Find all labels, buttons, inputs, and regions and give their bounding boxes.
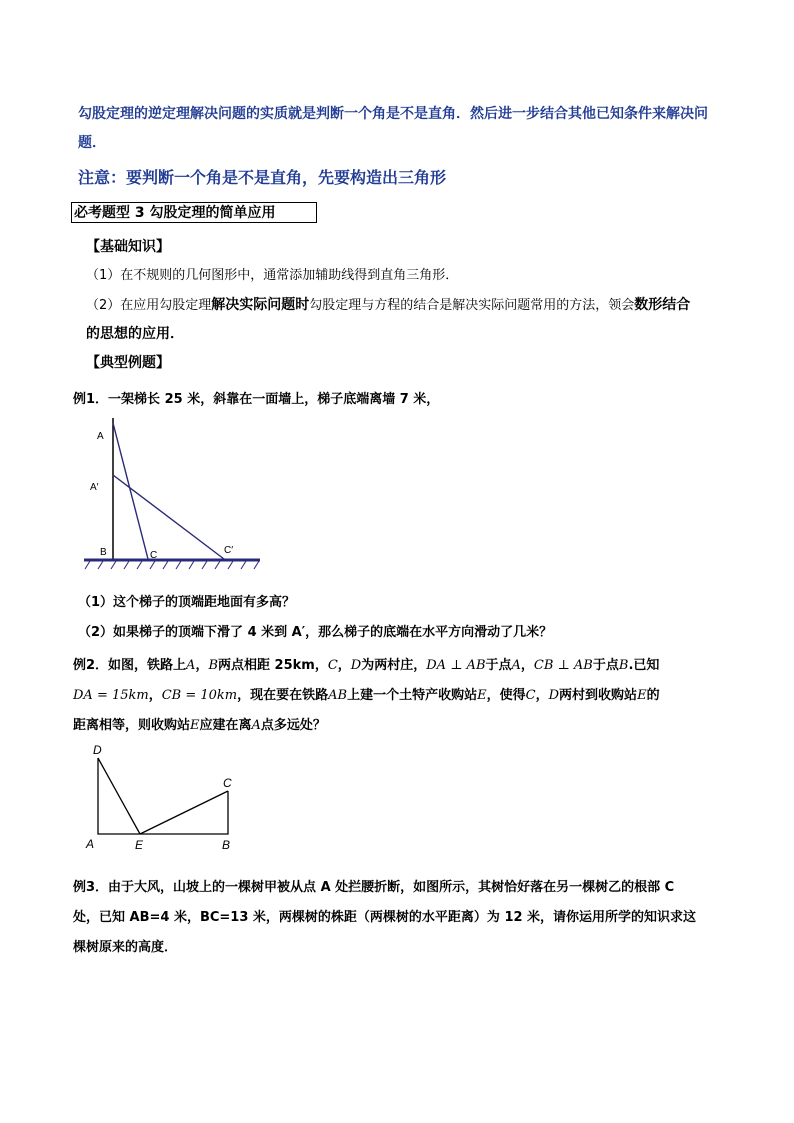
ex2-segment-EC	[140, 791, 228, 834]
ex2-text-part: ，	[148, 688, 162, 703]
ex2-text	[73, 651, 733, 741]
ex2-math: E	[637, 688, 647, 703]
ex2-math: C	[525, 688, 536, 703]
ex2-label-D: D	[93, 743, 102, 757]
ex2-text-part: ，	[520, 658, 534, 673]
ex2-math: DA = 15km	[73, 688, 149, 703]
basics-heading: 【基础知识】	[86, 239, 170, 255]
ex2-math: AB	[328, 688, 348, 703]
ex3-line-2: 处，已知 AB=4 米，BC=13 米，两棵树的株距（两棵树的水平距离）为 12 米，请你运用所学的知识求这	[73, 910, 697, 925]
ex2-segment-DE	[98, 758, 140, 834]
ex2-text-part: 点多远处？	[260, 718, 326, 733]
basic-2-part-e: 的思想的应用．	[86, 326, 184, 342]
ex2-math: B	[618, 658, 629, 673]
basic-item-1: （1）在不规则的几何图形中，通常添加辅助线得到直角三角形．	[86, 268, 459, 283]
ex2-text-part: ，使得	[486, 688, 526, 703]
ex1-label-A-prime: A′	[90, 482, 99, 493]
ex2-text-part: 上建一个土特产收购站	[347, 688, 478, 703]
ex2-label-B: B	[222, 838, 231, 852]
ex2-label-E: E	[135, 838, 144, 852]
ex2-math: CB = 10km	[161, 688, 238, 703]
ex2-text-part: 两点相距 25km，	[218, 658, 328, 673]
ex2-text-part: 两村到收购站	[559, 688, 638, 703]
ex2-math: A	[511, 658, 521, 673]
ex3-line-3: 棵树原来的高度．	[73, 940, 178, 955]
ex2-text-part: ，现在要在铁路	[237, 688, 329, 703]
basic-2-part-a: （2）在应用勾股定理	[86, 298, 212, 313]
ex1-text: 例1．一架梯长 25 米，斜靠在一面墙上，梯子底端离墙 7 米，	[73, 392, 440, 407]
ex2-math: DA ⊥ AB	[426, 658, 486, 673]
ex1-ground-hatching	[85, 561, 259, 569]
note-line: 注意：要判断一个角是不是直角，先要构造出三角形	[78, 168, 447, 187]
basic-2-part-d: 数形结合	[634, 297, 691, 313]
ex2-math: B	[208, 658, 219, 673]
ex1-label-A: A	[97, 431, 104, 442]
basic-2-part-c: 勾股定理与方程的结合是解决实际问题常用的方法，领会	[309, 298, 635, 313]
ex2-math: CB ⊥ AB	[533, 658, 593, 673]
ex1-label-B: B	[100, 547, 107, 558]
ex1-ladder-slid	[113, 475, 224, 559]
ex3-text	[73, 873, 733, 963]
ex2-text-part: ，	[195, 658, 209, 673]
ex2-math: C	[327, 658, 338, 673]
ex2-text-part: ，	[535, 688, 549, 703]
ex2-math: A	[251, 718, 261, 733]
ex3-line-1: 例3．由于大风，山坡上的一棵树甲被从点 A 处拦腰折断，如图所示，其树恰好落在另一棵树乙的根部 C	[73, 880, 675, 895]
ex2-label-C: C	[223, 776, 232, 790]
ex2-text-part: 例2．如图，铁路上	[73, 658, 187, 673]
ex1-question-2: （2）如果梯子的顶端下滑了 4 米到 A′，那么梯子的底端在水平方向滑动了几米？	[78, 625, 553, 640]
ex2-text-part: 距离相等，则收购站	[73, 718, 191, 733]
ex2-math: D	[350, 658, 362, 673]
ex2-math: E	[477, 688, 487, 703]
ex2-text-part: .已知	[628, 658, 660, 673]
basic-item-2	[86, 291, 726, 349]
ex1-label-C: C	[150, 550, 158, 561]
section-title: 必考题型 3 勾股定理的简单应用	[74, 205, 276, 221]
ex2-text-part: 为两村庄，	[361, 658, 427, 673]
ex1-figure	[80, 415, 270, 575]
ex2-math: E	[190, 718, 200, 733]
ex2-math: A	[186, 658, 196, 673]
ex2-math: D	[548, 688, 560, 703]
examples-heading: 【典型例题】	[86, 355, 170, 371]
intro-paragraph: 勾股定理的逆定理解决问题的实质就是判断一个角是不是直角．然后进一步结合其他已知条件来解决问题．	[78, 106, 708, 151]
ex2-label-A: A	[86, 837, 95, 851]
ex1-label-C-prime: C′	[224, 545, 234, 556]
ex2-text-part: ，	[337, 658, 351, 673]
ex2-text-part: 于点	[592, 658, 619, 673]
ex2-text-part: 的	[646, 688, 660, 703]
ex2-text-part: 于点	[485, 658, 512, 673]
section-title-box	[71, 202, 317, 223]
ex2-text-part: 应建在离	[199, 718, 252, 733]
ex1-ladder-original	[113, 423, 148, 559]
ex1-question-1: （1）这个梯子的顶端距地面有多高？	[78, 595, 296, 610]
ex2-figure	[80, 738, 250, 856]
basic-2-part-b: 解决实际问题时	[211, 297, 310, 313]
